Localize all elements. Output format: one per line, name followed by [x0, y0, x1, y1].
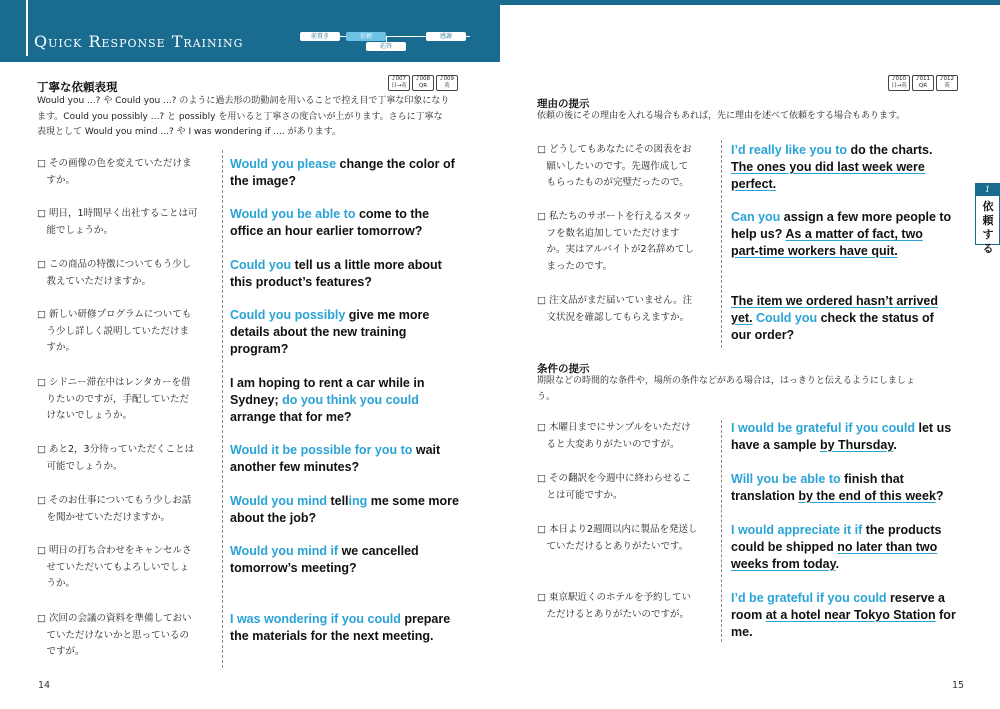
flow-diagram: [300, 28, 470, 52]
japanese-prompt: □ その画像の色を変えていただけま すか。: [37, 158, 192, 186]
key-phrase: ing: [348, 494, 368, 508]
japanese-prompt: □ 私たちのサポートを行えるスタッ フを数名追加していただけます か。実はアルバイトが2名辞めてし まったのです。: [537, 211, 694, 272]
audio-track-icon[interactable]: ♪008 QR: [412, 75, 434, 91]
japanese-prompt: □ あと2，3分待っていただくことは 可能でしょうか。: [37, 444, 195, 472]
key-phrase: Can you: [731, 210, 781, 224]
japanese-prompt: □ シドニー滞在中はレンタカーを借 りたいのですが，手配していただ けないでしょうか。: [37, 377, 191, 421]
key-phrase: I would be grateful if you could: [731, 421, 916, 435]
audio-track-icon[interactable]: ♪010 日→英: [888, 75, 910, 91]
underlined-condition: As a matter of fact, two: [785, 227, 923, 241]
japanese-prompt: □ そのお仕事についてもう少しお話 を聞かせていただけますか。: [37, 495, 192, 523]
english-answer: Would you mind telling me some more about the job?: [230, 494, 459, 525]
english-answer: Would you mind if we cancelled tomorrow’s meeting?: [230, 544, 419, 575]
intro-paragraph: 依頼の後にその理由を入れる場合もあれば，先に理由を述べて依頼をする場合もあります。: [537, 111, 906, 121]
page-number: 14: [38, 680, 51, 691]
underlined-condition: at a hotel near Tokyo Station: [765, 608, 936, 622]
japanese-prompt: □ 明日の打ち合わせをキャンセルさ せていただいてもよろしいでしょ うか。: [37, 545, 192, 589]
key-phrase: Would it be possible for you to: [230, 443, 413, 457]
column-separator: [721, 420, 722, 642]
section-title: 条件の提示: [537, 363, 590, 375]
key-phrase: Could you: [230, 258, 292, 272]
chapter-tab[interactable]: 1 依頼する: [975, 183, 1000, 245]
underlined-condition: The item we ordered hasn’t arrived: [731, 294, 939, 308]
japanese-prompt: □ 次回の会議の資料を準備しておい ていただけないかと思っているの ですが。: [37, 613, 192, 657]
english-answer: I am hoping to rent a car while in Sydney; do you think you could arrange that for me?: [230, 376, 425, 424]
audio-track-group: [888, 75, 958, 91]
japanese-prompt: □ 新しい研修プログラムについても う少し詳しく説明していただけま すか。: [37, 309, 192, 353]
underlined-condition: weeks from today: [731, 557, 836, 571]
english-answer: I was wondering if you could prepare the materials for the next meeting.: [230, 612, 451, 643]
column-separator: [222, 150, 223, 668]
english-answer: The item we ordered hasn’t arrived yet. Could you check the status of our order?: [731, 294, 939, 342]
chapter-tab-label: 依頼する: [982, 200, 994, 255]
english-answer: Could you possibly give me more details about the new training program?: [230, 308, 430, 356]
english-answer: Would you please change the color of the image?: [230, 157, 455, 188]
audio-track-group: [388, 75, 458, 91]
japanese-prompt: □ 明日，1時間早く出社することは可 能でしょうか。: [37, 208, 198, 236]
intro-paragraph: Would you ...? や Could you ...? のように過去形の助動詞を用いることで控え目で丁寧な印象になり ます。Could you possibly ...? と possibly を用いると丁寧さの度合いが上がります。さらに丁寧な 表現として Would you mind ...? や I was wondering if .... があります。: [37, 96, 450, 137]
underlined-condition: no later than two: [837, 540, 938, 554]
japanese-prompt: □ 本日より2週間以内に製品を発送し ていただけるとありがたいです。: [537, 524, 698, 552]
key-phrase: Could you possibly: [230, 308, 346, 322]
header-strip: [500, 0, 1000, 5]
english-answer: Can you assign a few more people to help us? As a matter of fact, two part-time workers have quit.: [731, 210, 952, 258]
audio-track-icon[interactable]: ♪011 QR: [912, 75, 934, 91]
japanese-prompt: □ 注文品がまだ届いていません。注 文状況を確認してもらえますか。: [537, 295, 693, 323]
underlined-condition: part-time workers have quit.: [731, 244, 898, 258]
key-phrase: Would you be able to: [230, 207, 356, 221]
english-answer: I would appreciate it if the products could be shipped no later than two weeks from today.: [731, 523, 942, 571]
underlined-condition: by the end of this week: [798, 489, 936, 503]
intro-paragraph: 期限などの時間的な条件や，場所の条件などがある場合は，はっきりと伝えるようにしましょ う。: [537, 376, 915, 402]
underlined-condition: perfect.: [731, 177, 777, 191]
key-phrase: Would you please: [230, 157, 337, 171]
flow-node: 前置き: [300, 32, 340, 41]
section-title: 丁寧な依頼表現: [37, 80, 118, 94]
header-rule: [26, 0, 28, 56]
japanese-prompt: □ 東京駅近くのホテルを予約してい ただけるとありがたいのですが。: [537, 592, 692, 620]
key-phrase: Will you be able to: [731, 472, 841, 486]
japanese-prompt: □ この商品の特徴についてもう少し 教えていただけますか。: [37, 259, 192, 287]
english-answer: Will you be able to finish that translation by the end of this week?: [731, 472, 944, 503]
column-separator: [721, 140, 722, 348]
underlined-condition: yet.: [731, 311, 753, 325]
english-answer: Would it be possible for you to wait another few minutes?: [230, 443, 441, 474]
key-phrase: I would appreciate it if: [731, 523, 863, 537]
key-phrase: I’d really like you to: [731, 143, 848, 157]
underlined-condition: by Thursday: [819, 438, 894, 452]
key-phrase: do you think you could: [282, 393, 419, 407]
section-title: 理由の提示: [537, 98, 590, 110]
flow-node: 感謝: [426, 32, 466, 41]
english-answer: Could you tell us a little more about this product’s features?: [230, 258, 442, 289]
audio-track-icon[interactable]: ♪012 英: [936, 75, 958, 91]
key-phrase: Would you mind if: [230, 544, 339, 558]
key-phrase: Would you mind: [230, 494, 327, 508]
page-number: 15: [952, 680, 965, 691]
key-phrase: I’d be grateful if you could: [731, 591, 887, 605]
key-phrase: Could you: [752, 311, 818, 325]
english-answer: I’d really like you to do the charts. The ones you did last week were perfect.: [731, 143, 933, 191]
underlined-condition: The ones you did last week were: [731, 160, 925, 174]
japanese-prompt: □ 木曜日までにサンプルをいただけ ると大変ありがたいのですが。: [537, 422, 691, 450]
flow-node-active: 依頼: [346, 32, 386, 41]
audio-track-icon[interactable]: ♪009 英: [436, 75, 458, 91]
audio-track-icon[interactable]: ♪007 日→英: [388, 75, 410, 91]
japanese-prompt: □ どうしてもあなたにその図表をお 願いしたいのです。先週作成して もらったものが完璧だったので。: [537, 144, 692, 188]
japanese-prompt: □ その翻訳を今週中に終わらせるこ とは可能ですか。: [537, 473, 692, 501]
page-title: Quick Response Training: [34, 32, 244, 51]
english-answer: I’d be grateful if you could reserve a room at a hotel near Tokyo Station for me.: [731, 591, 956, 639]
english-answer: Would you be able to come to the office an hour earlier tomorrow?: [230, 207, 430, 238]
flow-node: 応答: [366, 42, 406, 51]
english-answer: I would be grateful if you could let us have a sample by Thursday.: [731, 421, 952, 452]
key-phrase: I was wondering if you could: [230, 612, 401, 626]
